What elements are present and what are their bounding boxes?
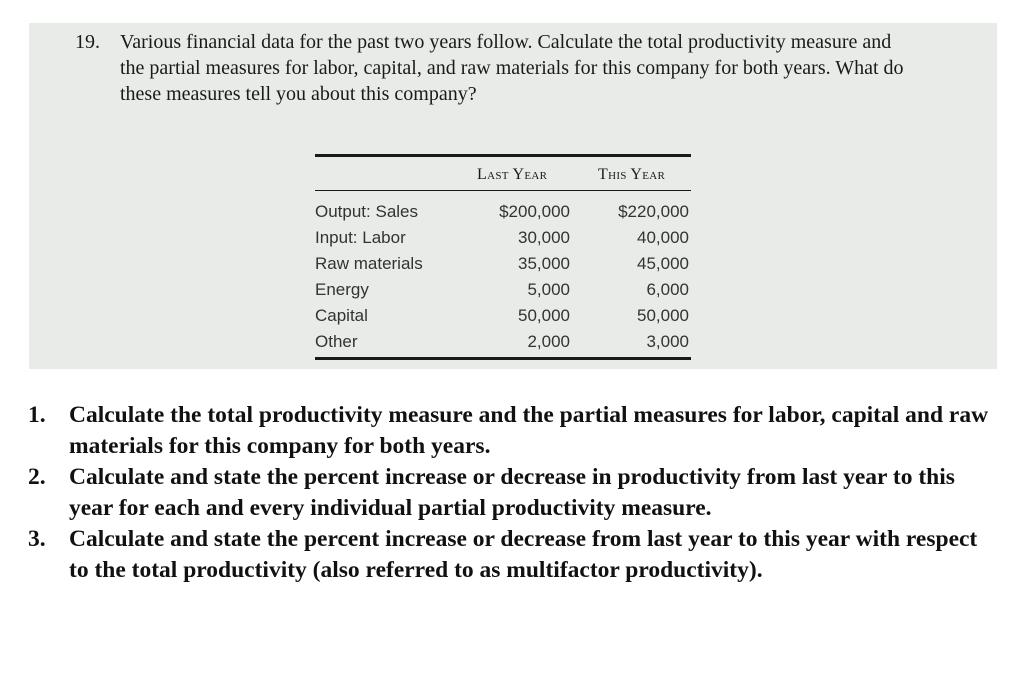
question-text: Calculate and state the percent increase or decrease from last year to this year with respect to the total productivity (also referred to as multifactor productivity). xyxy=(69,526,978,583)
last-year-value: 30,000 xyxy=(518,228,570,247)
problem-number: 19. xyxy=(75,31,100,53)
question-number: 3. xyxy=(28,526,46,552)
table-header-rule xyxy=(315,190,691,191)
question-number: 2. xyxy=(28,464,46,490)
this-year-value: $220,000 xyxy=(618,202,689,221)
row-label: Raw materials xyxy=(315,254,423,273)
table-row xyxy=(315,280,691,306)
last-year-value: 50,000 xyxy=(518,306,570,325)
last-year-value: 5,000 xyxy=(527,280,570,299)
problem-statement: Various financial data for the past two years follow. Calculate the total productivity measure and the partial measures for labor, capital, and raw materials for this company for both years. What do these measures tell you about this company? xyxy=(120,31,904,105)
table-row xyxy=(315,228,691,254)
last-year-value: 35,000 xyxy=(518,254,570,273)
last-year-value: $200,000 xyxy=(499,202,570,221)
row-label: Capital xyxy=(315,306,368,325)
table-row xyxy=(315,332,691,358)
table-row xyxy=(315,306,691,332)
problem-panel xyxy=(29,23,997,369)
table-row xyxy=(315,254,691,280)
question-item xyxy=(28,400,998,462)
table-bottom-rule xyxy=(315,357,691,360)
this-year-value: 45,000 xyxy=(637,254,689,273)
this-year-value: 50,000 xyxy=(637,306,689,325)
this-year-value: 40,000 xyxy=(637,228,689,247)
column-header-last-year: Last Year xyxy=(477,166,548,183)
row-label: Input: Labor xyxy=(315,228,406,247)
table-row xyxy=(315,202,691,228)
row-label: Energy xyxy=(315,280,369,299)
question-item xyxy=(28,524,998,586)
table-top-rule xyxy=(315,154,691,157)
column-header-this-year: This Year xyxy=(598,166,666,183)
question-text: Calculate and state the percent increase or decrease in productivity from last year to this year for each and every individual partial productivity measure. xyxy=(69,464,955,521)
row-label: Output: Sales xyxy=(315,202,419,221)
question-text: Calculate the total productivity measure and the partial measures for labor, capital and raw materials for this company for both years. xyxy=(69,402,989,459)
question-list xyxy=(28,400,998,586)
row-label: Other xyxy=(315,332,358,351)
question-number: 1. xyxy=(28,402,46,428)
this-year-value: 3,000 xyxy=(646,332,689,351)
last-year-value: 2,000 xyxy=(527,332,570,351)
question-item xyxy=(28,462,998,524)
this-year-value: 6,000 xyxy=(646,280,689,299)
